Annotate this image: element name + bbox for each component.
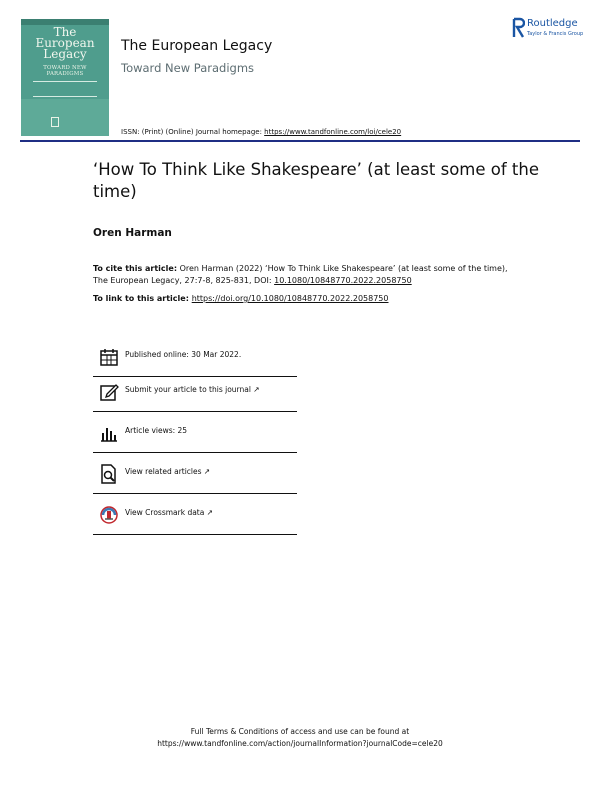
link-label: To link to this article: (93, 294, 192, 303)
issn-line (121, 128, 401, 136)
article-title: ‘How To Think Like Shakespeare’ (at least some of the time) (93, 160, 539, 201)
header-divider (20, 140, 580, 142)
crossmark-icon (99, 505, 119, 525)
cover-title-line: European (35, 36, 95, 50)
submit-article-link[interactable] (125, 385, 260, 394)
edit-icon (99, 382, 119, 402)
footer-line-1: Full Terms & Conditions of access and use can be found at (190, 727, 410, 736)
journal-title: The European Legacy (121, 38, 273, 54)
article-views-row (93, 412, 297, 453)
cover-title-line: Legacy (43, 47, 87, 61)
external-link-icon: ↗ (253, 385, 260, 394)
crossmark-link[interactable] (125, 508, 213, 517)
issn-label: ISSN: (Print) (Online) Journal homepage: (121, 128, 265, 136)
article-link-block (93, 293, 513, 305)
article-url-link[interactable]: https://doi.org/10.1080/10848770.2022.2058750 (191, 294, 389, 303)
article-views-text: Article views: 25 (125, 426, 188, 435)
footer-terms-link[interactable]: https://www.tandfonline.com/action/journalInformation?journalCode=cele20 (157, 739, 443, 748)
citation-block (93, 263, 513, 287)
row-divider (93, 534, 297, 535)
journal-homepage-link[interactable]: https://www.tandfonline.com/loi/cele20 (264, 128, 402, 136)
external-link-icon: ↗ (206, 508, 214, 517)
related-articles-row[interactable] (93, 453, 297, 494)
published-online-text: Published online: 30 Mar 2022. (125, 350, 242, 359)
crossmark-row[interactable] (93, 494, 297, 535)
related-articles-link[interactable] (125, 467, 210, 476)
cover-title-line: The (53, 25, 77, 39)
terms-footer (100, 726, 500, 750)
submit-article-text[interactable]: Submit your article to this journal (125, 385, 251, 394)
cover-subtitle: TOWARD NEW PARADIGMS (43, 65, 87, 77)
submit-article-row[interactable] (93, 371, 297, 412)
cite-label: To cite this article: (93, 264, 178, 273)
calendar-icon (99, 347, 119, 367)
publisher-name: Routledge (527, 18, 578, 29)
journal-subtitle: Toward New Paradigms (121, 61, 255, 75)
routledge-logo (512, 17, 592, 41)
journal-cover-image (21, 19, 109, 136)
search-document-icon (99, 464, 119, 484)
cover-publisher-logo-icon (51, 117, 59, 127)
related-articles-text[interactable]: View related articles (125, 467, 202, 476)
routledge-r-icon (512, 17, 525, 39)
external-link-icon: ↗ (203, 467, 211, 476)
doi-link[interactable]: 10.1080/10848770.2022.2058750 (274, 276, 412, 285)
crossmark-text[interactable]: View Crossmark data (125, 508, 205, 517)
bar-chart-icon (99, 423, 119, 443)
cover-title (25, 27, 105, 60)
cite-text: Oren Harman (2022) ‘How To Think Like Shakespeare’ (at least some of the time), The European Legacy, 27:7-8, 825-831, DOI: (93, 264, 508, 285)
article-author: Oren Harman (93, 227, 172, 239)
publisher-tagline: Taylor & Francis Group (527, 31, 584, 37)
